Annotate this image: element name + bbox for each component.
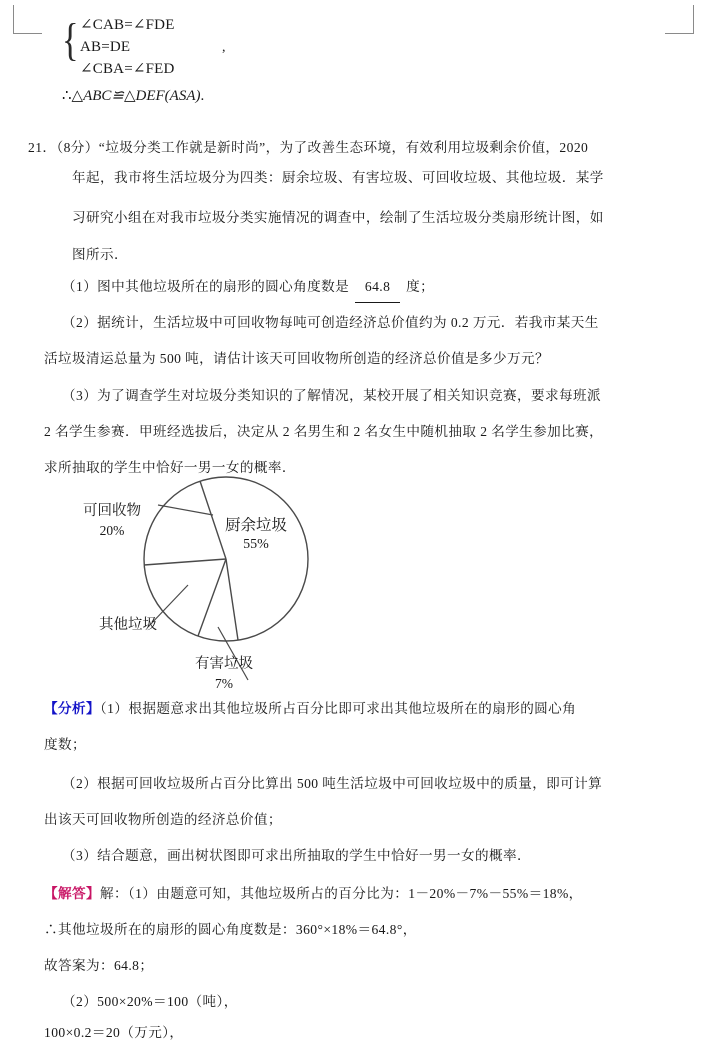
pie-label-harmful-name: 有害垃圾 [195,656,253,672]
pie-chart-svg [0,455,707,705]
pie-label-other-name: 其他垃圾 [99,617,157,633]
analysis-line-5: （3）结合题意，画出树状图即可求出所抽取的学生中恰好一男一女的概率． [62,848,531,863]
proof-conclusion-line [62,86,204,105]
answer-blank-q1[interactable]: 64.8 [355,272,400,303]
pie-label-recyclable [83,502,141,540]
problem-stem-line-3: 习研究小组在对我市垃圾分类实施情况的调查中，绘制了生活垃圾分类扇形统计图，如 [72,210,604,225]
sub-question-1-prefix: （1）图中其他垃圾所在的扇形的圆心角度数是 [62,279,350,294]
problem-stem-line-4: 图所示． [72,247,128,262]
pie-label-recyclable-percent: 20% [99,523,125,538]
solution-line-2: ∴其他垃圾所在的扇形的圆心角度数是：360°×18%＝64.8°， [44,922,417,937]
pie-label-kitchen [225,516,287,554]
pie-label-kitchen-name: 厨余垃圾 [225,517,288,534]
crop-mark-top-right [665,5,694,34]
sub-question-3-line-3: 求所抽取的学生中恰好一男一女的概率． [44,460,296,475]
analysis-line-3: （2）根据可回收垃圾所占百分比算出 500 吨生活垃圾中可回收垃圾中的质量，即可计算 [62,776,603,791]
analysis-line-2: 度数； [44,737,86,752]
pie-label-harmful [195,655,253,693]
pie-divider-kitchen-recyclable [200,481,226,559]
proof-condition-3: ∠CBA=∠FED [80,61,175,77]
pie-divider-harmful-kitchen [226,559,238,640]
solution-first-line [44,879,680,909]
sub-question-3-line-1: （3）为了调查学生对垃圾分类知识的了解情况，某校开展了相关知识竞赛，要求每班派 [62,388,601,403]
pie-label-kitchen-percent: 55% [243,537,269,552]
proof-brace-comma: , [222,40,226,55]
proof-conclusion-period: . [200,88,205,104]
solution-line-3: 故答案为：64.8； [44,958,154,973]
analysis-label: 【分析】 [44,701,100,716]
sub-question-1-suffix: 度； [406,279,435,294]
congruence-proof-block [62,14,382,80]
solution-line-4: （2）500×20%＝100（吨）， [62,994,238,1009]
proof-condition-1: ∠CAB=∠FDE [80,17,175,33]
pie-divider-other-harmful [198,559,226,636]
solution-label: 【解答】 [44,886,100,901]
therefore-symbol: ∴ [62,88,72,104]
crop-mark-top-left [13,5,42,34]
leader-line-recyclable [158,505,213,515]
analysis-line-4: 出该天可回收物所创造的经济总价值； [44,812,282,827]
sub-question-3-line-2: 2 名学生参赛．甲班经选拔后，决定从 2 名男生和 2 名女生中随机抽取 2 名学生参加比赛， [44,424,604,439]
left-brace-glyph: { [62,14,79,65]
sub-question-1 [62,272,434,303]
problem-stem-line-1: 21．（8分）“垃圾分类工作就是新时尚”，为了改善生态环境，有效利用垃圾剩余价值，2020 [28,140,589,155]
proof-condition-2: AB=DE [80,39,131,55]
proof-conclusion-text: △ABC≌△DEF(ASA) [71,88,201,104]
pie-label-harmful-percent: 7% [215,676,233,691]
pie-label-other [99,616,157,635]
sub-question-2-line-1: （2）据统计，生活垃圾中可回收物每吨可创造经济总价值约为 0.2 万元．若我市某天生 [62,315,599,330]
pie-label-recyclable-name: 可回收物 [83,503,141,519]
sub-question-2-line-2: 活垃圾清运总量为 500 吨，请估计该天可回收物所创造的经济总价值是多少万元？ [44,351,549,366]
analysis-first-line [44,694,680,724]
analysis-line-1: （1）根据题意求出其他垃圾所占百分比即可求出其他垃圾所在的扇形的圆心角 [99,701,577,716]
solution-line-1: 解：（1）由题意可知，其他垃圾所占的百分比为：1－20%－7%－55%＝18%， [99,886,583,901]
problem-stem-line-2: 年起，我市将生活垃圾分为四类：厨余垃圾、有害垃圾、可回收垃圾、其他垃圾．某学 [72,170,604,185]
solution-line-5: 100×0.2＝20（万元）， [44,1025,184,1040]
pie-chart-figure [0,455,707,705]
pie-divider-recyclable-other [144,559,226,565]
